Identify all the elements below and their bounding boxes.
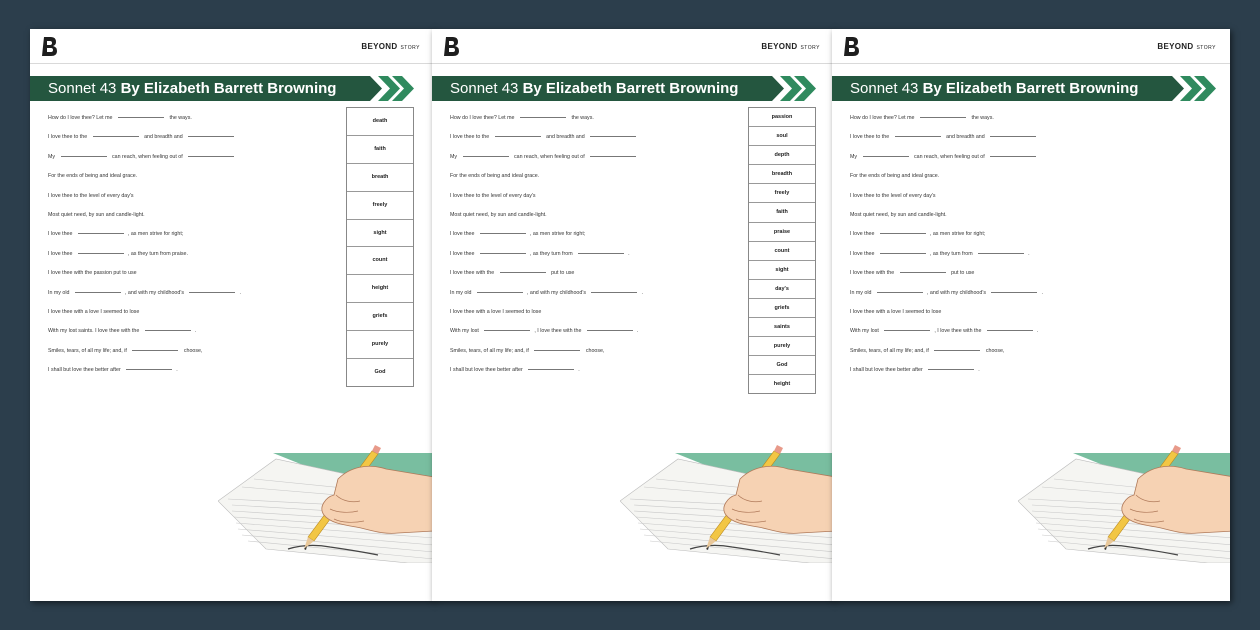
fill-in-blank[interactable] xyxy=(880,253,926,254)
fill-in-blank[interactable] xyxy=(934,350,980,351)
word-bank-item: breath xyxy=(347,164,413,192)
fill-in-blank[interactable] xyxy=(477,292,523,293)
word-bank-item: height xyxy=(347,275,413,303)
poem-line-text: . xyxy=(978,367,980,374)
poem-line xyxy=(48,128,348,147)
poem-line-text: I love thee xyxy=(48,231,74,238)
poem-line-text: With my lost xyxy=(850,328,881,335)
fill-in-blank[interactable] xyxy=(484,330,530,331)
fill-in-blank[interactable] xyxy=(75,292,121,293)
word-bank-item: faith xyxy=(749,203,815,222)
beyond-logo-icon xyxy=(844,37,859,56)
poem-line-text: the ways. xyxy=(969,115,994,121)
poem-line-text: . xyxy=(194,328,197,335)
poem-line-text: . xyxy=(578,367,580,374)
poem-line-text: and breadth and xyxy=(544,134,587,141)
poem-line-text: Most quiet need, by sun and candle-light. xyxy=(450,211,547,218)
poem-line xyxy=(450,128,750,147)
poem-line-text: In my old xyxy=(850,289,873,296)
fill-in-blank[interactable] xyxy=(991,292,1037,293)
poem-line-text: I shall but love thee better after xyxy=(850,367,925,374)
chevron-arrows-icon xyxy=(378,76,418,101)
chevron-arrows-icon xyxy=(1180,76,1220,101)
poem-line-text: the ways. xyxy=(569,115,594,121)
poem-line xyxy=(450,303,750,322)
worksheet-page-1 xyxy=(30,29,434,601)
poem-line xyxy=(450,284,750,303)
word-bank-item: God xyxy=(374,369,386,376)
poem-line-text: and breadth and xyxy=(142,134,185,141)
poem-line-text: can reach, when feeling out of xyxy=(912,153,987,160)
poem-line-text: choose, xyxy=(984,347,1005,354)
poem-line-text: Smiles, tears, of all my life; and, if xyxy=(48,347,129,354)
word-bank-item: freely xyxy=(749,184,815,203)
writing-hand-icon xyxy=(218,431,434,563)
poem-line-text: . xyxy=(176,367,178,374)
page-header xyxy=(832,29,1230,64)
fill-in-blank[interactable] xyxy=(534,350,580,351)
poem-line-text: . xyxy=(239,289,241,296)
fill-in-blank[interactable] xyxy=(463,156,509,157)
fill-in-blank[interactable] xyxy=(587,330,633,331)
poem-line xyxy=(850,128,1150,147)
poem-line-text: Smiles, tears, of all my life; and, if xyxy=(450,347,531,354)
fill-in-blank[interactable] xyxy=(189,292,235,293)
fill-in-blank[interactable] xyxy=(145,330,191,331)
fill-in-blank[interactable] xyxy=(990,156,1036,157)
poem-line-text: In my old xyxy=(48,289,71,296)
fill-in-blank[interactable] xyxy=(895,136,941,137)
fill-in-blank[interactable] xyxy=(990,136,1036,137)
word-bank-item: count xyxy=(347,247,413,275)
fill-in-blank[interactable] xyxy=(590,156,636,157)
poem-line-text: For the ends of being and ideal grace. xyxy=(450,173,540,180)
poem-line-text: I love thee with a love I seemed to lose xyxy=(850,308,942,315)
poem-line-text: I shall but love thee better after xyxy=(48,367,123,374)
poem-line xyxy=(48,264,348,283)
poem-line-text: I love thee xyxy=(450,231,476,238)
poem-line-text: How do I love thee? Let me xyxy=(48,115,114,121)
fill-in-blank[interactable] xyxy=(480,253,526,254)
fill-in-blank[interactable] xyxy=(93,136,139,137)
writing-hand-icon xyxy=(1018,431,1230,563)
poem-line-text: the ways. xyxy=(167,115,192,121)
poem-line xyxy=(850,322,1150,341)
poem-line-text: I shall but love thee better after xyxy=(450,367,525,374)
fill-in-blank[interactable] xyxy=(78,253,124,254)
beyond-logo-icon xyxy=(42,37,57,56)
brand-name: BEYOND STORY xyxy=(761,42,820,51)
poem-line xyxy=(850,264,1150,283)
word-bank xyxy=(346,107,414,387)
word-bank-item: height xyxy=(773,381,791,388)
poem-line-text: put to use xyxy=(549,270,575,277)
poem-line-text: , and with my childhood's xyxy=(926,289,988,296)
poem-line-text: , I love thee with the xyxy=(534,328,583,335)
word-bank-item: death xyxy=(347,108,413,136)
poem-line-text: , as men strive for right; xyxy=(929,231,986,238)
poem-line xyxy=(48,284,348,303)
poem-line-text: . xyxy=(1028,250,1030,257)
fill-in-blank[interactable] xyxy=(884,330,930,331)
word-bank-item: griefs xyxy=(749,299,815,318)
fill-in-blank[interactable] xyxy=(132,350,178,351)
poem-line xyxy=(48,206,348,225)
poem-line-text: , as they turn from xyxy=(929,250,975,257)
fill-in-blank[interactable] xyxy=(928,369,974,370)
poem-line xyxy=(48,361,348,380)
poem-line-text: I love thee with a love I seemed to lose xyxy=(48,308,140,315)
chevron-arrows-icon xyxy=(780,76,820,101)
poem-line-text: , and with my childhood's xyxy=(124,289,186,296)
fill-in-blank[interactable] xyxy=(188,136,234,137)
fill-in-blank[interactable] xyxy=(900,272,946,273)
fill-in-blank[interactable] xyxy=(590,136,636,137)
poem-line-text: , as they turn from xyxy=(529,250,575,257)
poem-line xyxy=(850,342,1150,361)
word-bank-item: sight xyxy=(749,261,815,280)
fill-in-blank[interactable] xyxy=(578,253,624,254)
word-bank-item: breadth xyxy=(749,165,815,184)
word-bank-item: purely xyxy=(347,331,413,359)
fill-in-blank[interactable] xyxy=(920,117,966,118)
fill-in-blank[interactable] xyxy=(495,136,541,137)
poem-line xyxy=(48,148,348,167)
poem-line-text: I love thee xyxy=(48,250,74,257)
fill-in-blank[interactable] xyxy=(480,233,526,234)
fill-in-blank[interactable] xyxy=(591,292,637,293)
fill-in-blank[interactable] xyxy=(863,156,909,157)
poem-text xyxy=(450,109,750,380)
worksheet-title: Sonnet 43 By Elizabeth Barrett Browning xyxy=(450,80,739,97)
word-bank-item: day's xyxy=(749,280,815,299)
poem-line-text: I love thee xyxy=(850,250,876,257)
fill-in-blank[interactable] xyxy=(61,156,107,157)
word-bank-item: saints xyxy=(749,318,815,337)
poem-text xyxy=(850,109,1150,380)
poem-line xyxy=(48,167,348,186)
word-bank-item: faith xyxy=(347,136,413,164)
poem-line-text: I love thee with the xyxy=(850,270,896,277)
poem-line xyxy=(450,342,750,361)
poem-line-text: I love thee to the xyxy=(850,134,891,141)
poem-text xyxy=(48,109,348,380)
poem-line-text: and breadth and xyxy=(944,134,987,141)
poem-line-text: choose, xyxy=(584,347,605,354)
poem-line xyxy=(850,167,1150,186)
poem-line xyxy=(450,264,750,283)
word-bank xyxy=(748,107,816,394)
poem-line-text: can reach, when feeling out of xyxy=(512,153,587,160)
word-bank-item: count xyxy=(749,242,815,261)
poem-line xyxy=(850,284,1150,303)
fill-in-blank[interactable] xyxy=(188,156,234,157)
word-bank-item: passion xyxy=(749,108,815,127)
poem-line-text: , I love thee with the xyxy=(934,328,983,335)
fill-in-blank[interactable] xyxy=(520,117,566,118)
poem-line xyxy=(450,206,750,225)
word-bank-item: praise xyxy=(749,223,815,242)
poem-line-text: Most quiet need, by sun and candle-light. xyxy=(850,211,947,218)
poem-line xyxy=(48,303,348,322)
poem-line-text: , as men strive for right; xyxy=(127,231,184,238)
poem-line-text: , as they turn from praise. xyxy=(127,250,188,257)
fill-in-blank[interactable] xyxy=(126,369,172,370)
word-bank-item: soul xyxy=(749,127,815,146)
poem-line-text: In my old xyxy=(450,289,473,296)
fill-in-blank[interactable] xyxy=(978,253,1024,254)
poem-line xyxy=(48,322,348,341)
poem-line-text: choose, xyxy=(182,347,203,354)
poem-line xyxy=(850,187,1150,206)
poem-line xyxy=(450,109,750,128)
poem-line-text: I love thee to the xyxy=(48,134,89,141)
poem-line-text: I love thee to the level of every day's xyxy=(48,192,134,199)
fill-in-blank[interactable] xyxy=(528,369,574,370)
poem-line-text: My xyxy=(450,153,459,160)
poem-line xyxy=(850,148,1150,167)
poem-line-text: Smiles, tears, of all my life; and, if xyxy=(850,347,931,354)
poem-line-text: With my lost xyxy=(450,328,481,335)
poem-line-text: put to use xyxy=(949,270,975,277)
poem-line-text: I love thee to the xyxy=(450,134,491,141)
poem-line-text: I love thee with the passion put to use xyxy=(48,270,137,277)
poem-line-text: . xyxy=(641,289,643,296)
poem-line xyxy=(850,225,1150,244)
fill-in-blank[interactable] xyxy=(880,233,926,234)
poem-line xyxy=(450,361,750,380)
poem-line xyxy=(48,109,348,128)
fill-in-blank[interactable] xyxy=(118,117,164,118)
poem-line-text: , as men strive for right; xyxy=(529,231,586,238)
poem-line xyxy=(850,206,1150,225)
poem-line-text: can reach, when feeling out of xyxy=(110,153,185,160)
fill-in-blank[interactable] xyxy=(877,292,923,293)
writing-hand-icon xyxy=(620,431,834,563)
poem-line xyxy=(850,303,1150,322)
poem-line-text: With my lost saints. I love thee with the xyxy=(48,328,141,335)
poem-line-text: My xyxy=(48,153,57,160)
poem-line-text: I love thee xyxy=(450,250,476,257)
poem-line-text: . xyxy=(628,250,630,257)
poem-line-text: I love thee to the level of every day's xyxy=(850,192,936,199)
poem-line xyxy=(450,167,750,186)
poem-line-text: . xyxy=(1041,289,1043,296)
poem-line-text: I love thee with a love I seemed to lose xyxy=(450,308,542,315)
brand-name: BEYOND STORY xyxy=(361,42,420,51)
poem-line xyxy=(850,109,1150,128)
poem-line-text: For the ends of being and ideal grace. xyxy=(48,173,138,180)
poem-line-text: For the ends of being and ideal grace. xyxy=(850,173,940,180)
fill-in-blank[interactable] xyxy=(500,272,546,273)
poem-line xyxy=(48,225,348,244)
worksheet-title: Sonnet 43 By Elizabeth Barrett Browning xyxy=(850,80,1139,97)
page-header xyxy=(30,29,434,64)
beyond-logo-icon xyxy=(444,37,459,56)
poem-line-text: My xyxy=(850,153,859,160)
page-header xyxy=(432,29,834,64)
poem-line-text: I love thee with the xyxy=(450,270,496,277)
worksheet-title: Sonnet 43 By Elizabeth Barrett Browning xyxy=(48,80,337,97)
word-bank-item: freely xyxy=(347,192,413,220)
poem-line-text: Most quiet need, by sun and candle-light. xyxy=(48,211,145,218)
poem-line xyxy=(48,342,348,361)
poem-line xyxy=(450,225,750,244)
poem-line xyxy=(48,187,348,206)
poem-line xyxy=(450,187,750,206)
worksheet-page-2 xyxy=(432,29,834,601)
poem-line-text: . xyxy=(636,328,639,335)
word-bank-item: God xyxy=(749,356,815,375)
word-bank-item: depth xyxy=(749,146,815,165)
poem-line-text: I love thee xyxy=(850,231,876,238)
poem-line-text: , and with my childhood's xyxy=(526,289,588,296)
poem-line-text: I love thee to the level of every day's xyxy=(450,192,536,199)
poem-line-text: . xyxy=(1036,328,1039,335)
word-bank-item: griefs xyxy=(347,303,413,331)
poem-line xyxy=(450,148,750,167)
brand-name: BEYOND STORY xyxy=(1157,42,1216,51)
word-bank-item: purely xyxy=(749,337,815,356)
poem-line-text: How do I love thee? Let me xyxy=(450,115,516,121)
poem-line xyxy=(48,245,348,264)
word-bank-item: sight xyxy=(347,220,413,248)
poem-line xyxy=(850,361,1150,380)
poem-line xyxy=(450,322,750,341)
poem-line xyxy=(450,245,750,264)
fill-in-blank[interactable] xyxy=(78,233,124,234)
worksheet-page-3 xyxy=(832,29,1230,601)
poem-line xyxy=(850,245,1150,264)
poem-line-text: How do I love thee? Let me xyxy=(850,115,916,121)
fill-in-blank[interactable] xyxy=(987,330,1033,331)
